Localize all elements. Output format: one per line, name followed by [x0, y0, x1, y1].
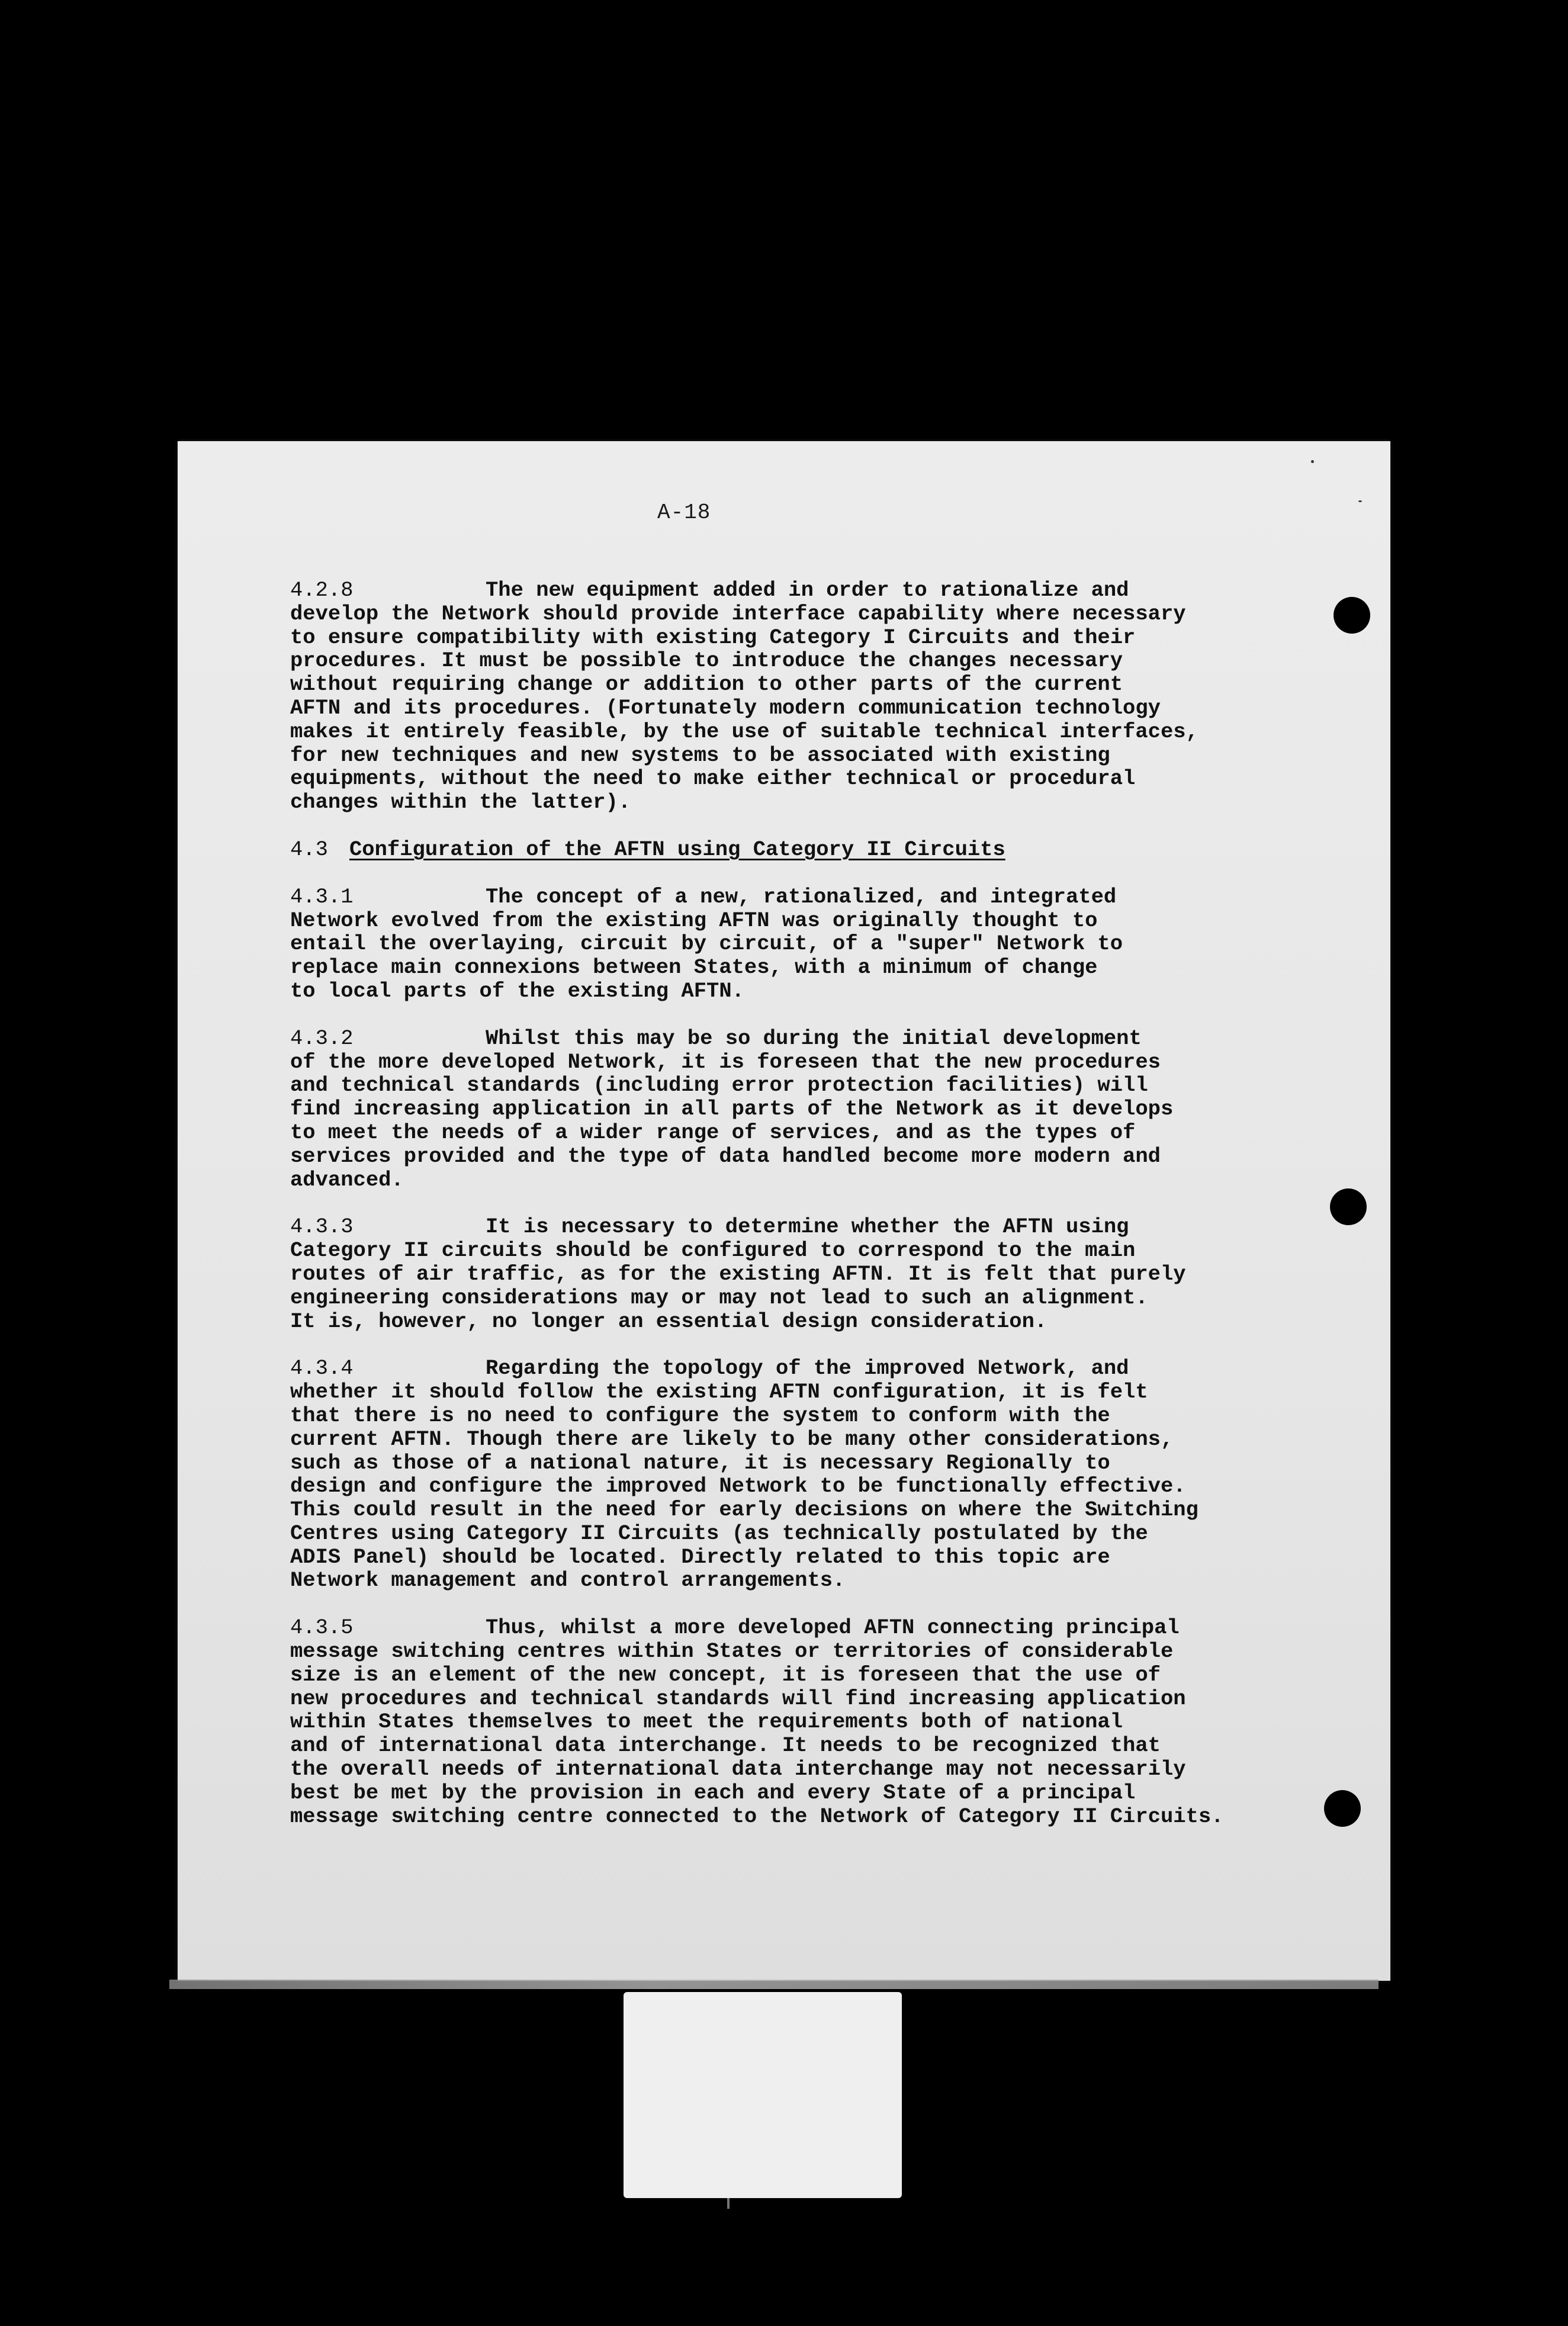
paragraph-first-line [290, 1357, 1285, 1380]
paragraph-line: It is necessary to determine whether the AFTN using [486, 1215, 1129, 1239]
page-number: A-18 [657, 500, 711, 525]
paragraph-line: changes within the latter). [290, 790, 631, 815]
paragraph-number: 4.3.2 [290, 1026, 354, 1050]
paragraph-line: that there is no need to configure the system to conform with the [290, 1403, 1110, 1428]
paragraph-4-2-8 [290, 579, 1285, 814]
section-title: Configuration of the AFTN using Category II Circuits [349, 837, 1005, 862]
paragraph-line: The new equipment added in order to rationalize and [486, 578, 1129, 602]
paragraph-line: equipments, without the need to make either technical or procedural [290, 766, 1136, 791]
paragraph-first-line [290, 579, 1285, 602]
paragraph-number: 4.3.3 [290, 1215, 354, 1239]
paragraph-line: find increasing application in all parts of the Network as it develops [290, 1097, 1174, 1122]
paragraph-number: 4.3.5 [290, 1615, 354, 1640]
paragraph-line: whether it should follow the existing AFTN configuration, it is felt [290, 1380, 1148, 1405]
paragraph-line: advanced. [290, 1167, 404, 1192]
paragraph-number: 4.2.8 [290, 578, 354, 602]
paragraph-line: of the more developed Network, it is foreseen that the new procedures [290, 1049, 1161, 1074]
paragraph-4-3-3 [290, 1215, 1285, 1333]
paragraph-line: Regarding the topology of the improved Network, and [486, 1356, 1129, 1381]
paragraph-line: to ensure compatibility with existing Category I Circuits and their [290, 625, 1136, 650]
paragraph-4-3-2 [290, 1027, 1285, 1192]
paragraph-line: Network evolved from the existing AFTN was originally thought to [290, 908, 1098, 933]
paragraph-line: current AFTN. Though there are likely to be many other considerations, [290, 1427, 1174, 1451]
scan-speck [1358, 500, 1362, 502]
scan-speck [1311, 460, 1314, 463]
paragraph-line: and technical standards (including error protection facilities) will [290, 1073, 1148, 1098]
paragraph-line: services provided and the type of data handled become more modern and [290, 1143, 1161, 1168]
paragraph-first-line [290, 1616, 1285, 1640]
section-number: 4.3 [290, 837, 328, 862]
paragraph-line: without requiring change or addition to other parts of the current [290, 672, 1123, 697]
paragraph-4-3-4 [290, 1357, 1285, 1592]
paragraph-first-line [290, 1215, 1285, 1239]
paragraph-line: within States themselves to meet the requirements both of national [290, 1710, 1123, 1734]
paragraph-line: Category II circuits should be configured to correspond to the main [290, 1238, 1136, 1263]
punch-hole [1324, 1790, 1361, 1827]
document-page [178, 441, 1390, 1981]
paragraph-line: makes it entirely feasible, by the use of suitable technical interfaces, [290, 719, 1199, 744]
paragraph-line: Thus, whilst a more developed AFTN connecting principal [486, 1615, 1180, 1640]
paragraph-line: size is an element of the new concept, it is foreseen that the use of [290, 1662, 1161, 1687]
paragraph-line: such as those of a national nature, it is necessary Regionally to [290, 1450, 1110, 1475]
section-heading [290, 838, 1285, 862]
paragraph-line: entail the overlaying, circuit by circuit, of a "super" Network to [290, 931, 1123, 956]
paragraph-line: message switching centre connected to the Network of Category II Circuits. [290, 1804, 1224, 1829]
paragraph-line: Centres using Category II Circuits (as technically postulated by the [290, 1521, 1148, 1546]
paragraph-line: best be met by the provision in each and every State of a principal [290, 1780, 1136, 1805]
document-body [290, 579, 1285, 1852]
blank-slip [624, 1992, 902, 2198]
paragraph-line: design and configure the improved Network to be functionally effective. [290, 1474, 1186, 1499]
paragraph-line: to local parts of the existing AFTN. [290, 978, 744, 1003]
paragraph-first-line [290, 885, 1285, 909]
paragraph-line: to meet the needs of a wider range of services, and as the types of [290, 1120, 1136, 1145]
paragraph-line: develop the Network should provide interface capability where necessary [290, 601, 1186, 626]
paragraph-line: and of international data interchange. It needs to be recognized that [290, 1733, 1161, 1758]
paragraph-line: replace main connexions between States, with a minimum of change [290, 955, 1098, 980]
punch-hole [1330, 1188, 1367, 1225]
paragraph-line: routes of air traffic, as for the existing AFTN. It is felt that purely [290, 1261, 1186, 1286]
punch-hole [1334, 597, 1370, 634]
slip-mark [727, 2198, 730, 2209]
paragraph-line: message switching centres within States or territories of considerable [290, 1639, 1174, 1664]
paragraph-line: Whilst this may be so during the initial development [486, 1026, 1142, 1050]
paragraph-line: new procedures and technical standards will find increasing application [290, 1686, 1186, 1711]
paragraph-line: Network management and control arrangements. [290, 1568, 846, 1593]
paragraph-line: AFTN and its procedures. (Fortunately modern communication technology [290, 695, 1161, 720]
paragraph-number: 4.3.1 [290, 884, 354, 909]
paragraph-first-line [290, 1027, 1285, 1050]
paragraph-number: 4.3.4 [290, 1356, 354, 1381]
paragraph-4-3-5 [290, 1616, 1285, 1828]
paragraph-line: The concept of a new, rationalized, and integrated [486, 884, 1117, 909]
paragraph-line: It is, however, no longer an essential design consideration. [290, 1309, 1048, 1334]
paragraph-line: for new techniques and new systems to be associated with existing [290, 743, 1110, 767]
paragraph-line: procedures. It must be possible to introduce the changes necessary [290, 648, 1123, 673]
paragraph-line: engineering considerations may or may not lead to such an alignment. [290, 1285, 1148, 1310]
paragraph-line: This could result in the need for early decisions on where the Switching [290, 1498, 1199, 1522]
paragraph-4-3-1 [290, 885, 1285, 1003]
paragraph-line: ADIS Panel) should be located. Directly related to this topic are [290, 1544, 1110, 1569]
paragraph-line: the overall needs of international data interchange may not necessarily [290, 1757, 1186, 1782]
